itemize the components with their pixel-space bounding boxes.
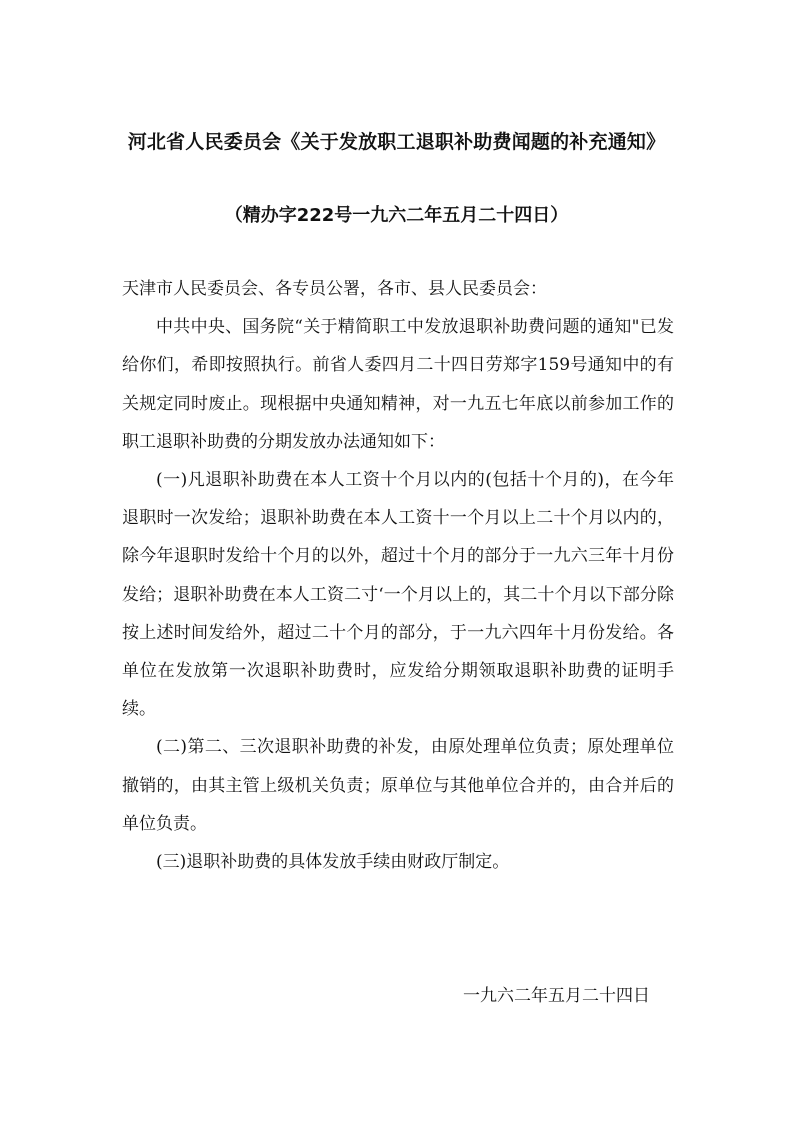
paragraph-item-2: (二)第二、三次退职补助费的补发，由原处理单位负责；原处理单位撤销的，由其主管上级机关负责；原单位与其他单位合并的，由合并后的单位负责。 [122,737,674,834]
document-body [122,270,674,881]
paragraph-item-1: (一)凡退职补助费在本人工资十个月以内的(包括十个月的)，在今年退职时一次发给；退职补助费在本人工资十一个月以上二十个月以内的，除今年退职时发给十个月的以外，超过十个月的部分于一九六三年十月份发给；退职补助费在本人工资二寸‘一个月以上的，其二十个月以下部分除按上述时间发给外，超过二十个月的部分，于一九六四年十月份发给。各单位在发放第一次退职补助费时，应发给分期领取退职补助费的证明手续。 [122,470,674,720]
paragraph-item-3: (三)退职补助费的具体发放手续由财政厅制定。 [156,852,510,873]
document-date: 一九六二年五月二十四日 [463,986,650,1006]
paragraph-intro: 中共中央、国务院“关于精简职工中发放退职补助费问题的通知"已发给你们，希即按照执行。前省人委四月二十四日劳郑字159号通知中的有关规定同时废止。现根据中央通知精神，对一九五七年底以前参加工作的职工退职补助费的分期发放办法通知如下： [122,317,674,452]
document-title: 河北省人民委员会《关于发放职工退职补助费闻题的补充通知》 [127,131,666,153]
document-subtitle: （精办字222号一九六二年五月二十四日） [224,205,569,226]
addressee-line: 天津市人民委员会、各专员公署，各市、县人民委员会： [122,279,547,299]
